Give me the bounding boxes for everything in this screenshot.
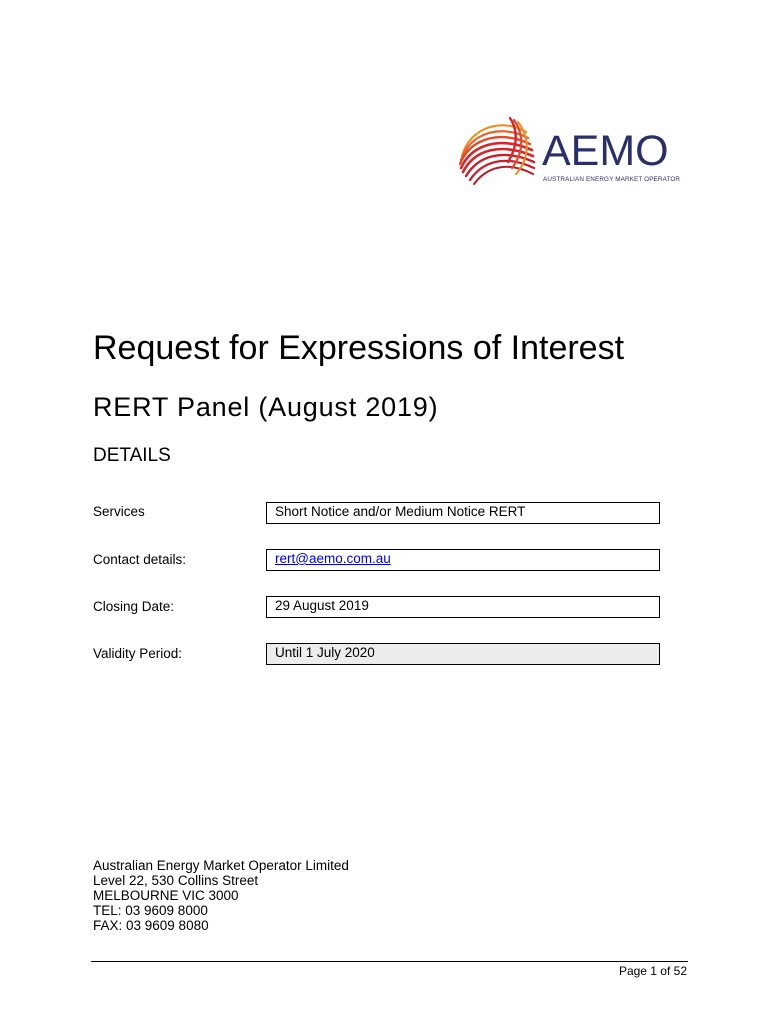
services-label: Services xyxy=(93,504,145,519)
logo-wordmark: AEMO xyxy=(542,127,669,175)
validity-period-label: Validity Period: xyxy=(93,646,183,661)
aemo-swirl-logo-icon xyxy=(456,112,548,198)
services-value: Short Notice and/or Medium Notice RERT xyxy=(266,502,660,524)
address-city: MELBOURNE VIC 3000 xyxy=(93,888,239,903)
closing-date-value: 29 August 2019 xyxy=(266,596,660,618)
closing-date-label: Closing Date: xyxy=(93,599,175,614)
document-subtitle: RERT Panel (August 2019) xyxy=(93,392,439,422)
validity-period-value: Until 1 July 2020 xyxy=(266,643,660,665)
page-number: Page 1 of 52 xyxy=(618,964,687,978)
address-telephone: TEL: 03 9609 8000 xyxy=(93,903,208,918)
document-title: Request for Expressions of Interest xyxy=(93,329,625,367)
contact-details-value xyxy=(266,549,660,571)
address-street: Level 22, 530 Collins Street xyxy=(93,873,259,888)
address-block xyxy=(93,858,349,933)
address-company: Australian Energy Market Operator Limited xyxy=(93,858,349,873)
contact-email-link[interactable]: rert@aemo.com.au xyxy=(275,551,391,566)
footer-divider xyxy=(91,961,688,962)
aemo-logo xyxy=(456,112,681,198)
details-heading: DETAILS xyxy=(93,445,171,466)
logo-tagline: AUSTRALIAN ENERGY MARKET OPERATOR xyxy=(543,176,681,183)
contact-details-label: Contact details: xyxy=(93,552,187,567)
address-fax: FAX: 03 9609 8080 xyxy=(93,918,209,933)
